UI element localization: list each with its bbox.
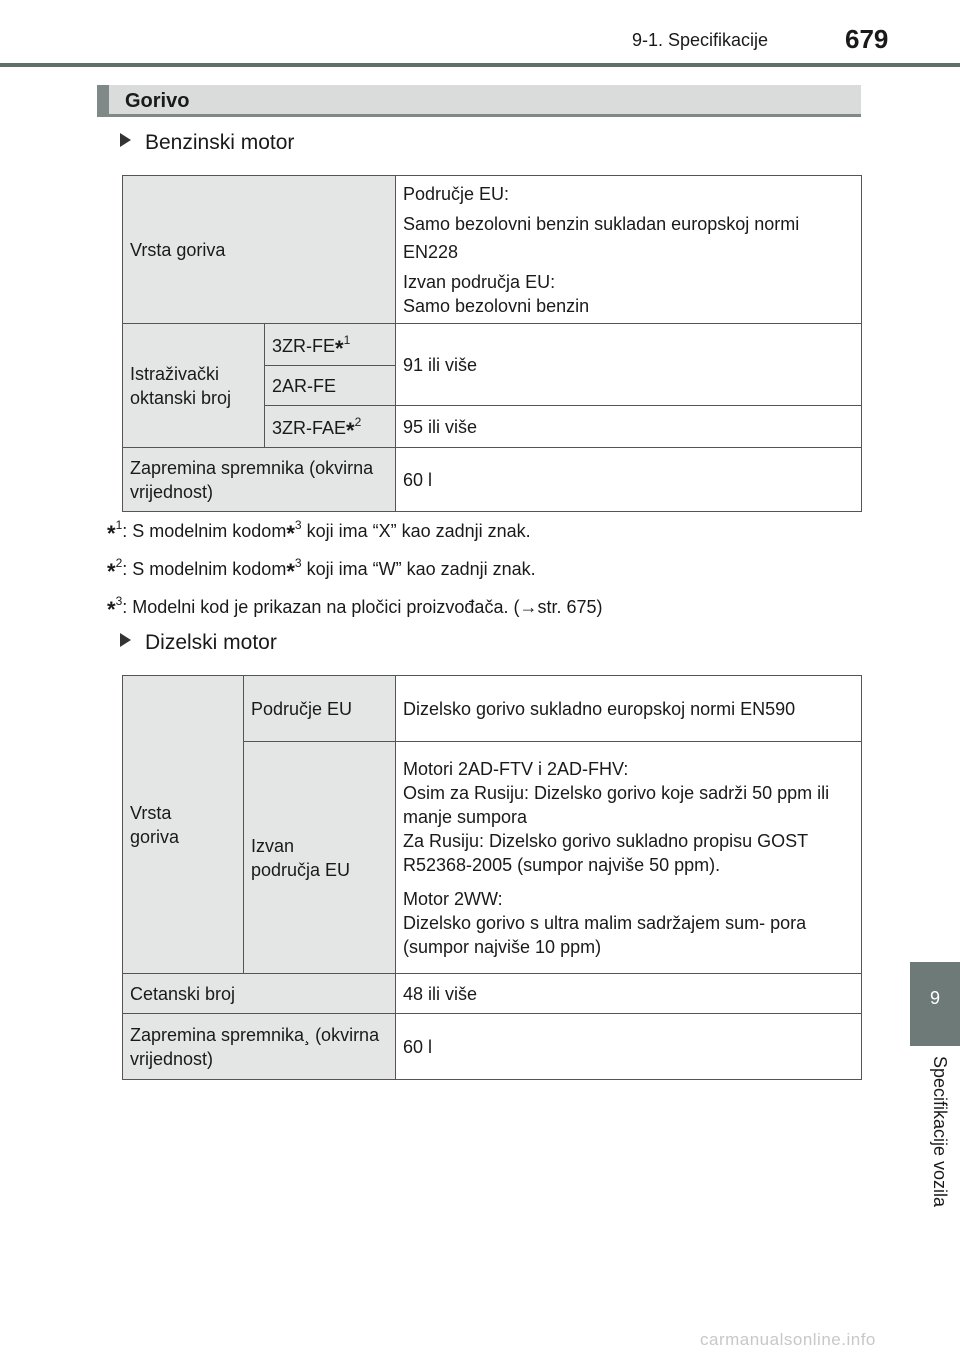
octane-value: 95 ili više bbox=[396, 406, 862, 448]
petrol-heading-text: Benzinski motor bbox=[145, 131, 295, 154]
engine-group-text: Za Rusiju: Dizelsko gorivo sukladno propisu GOST R52368-2005 (sumpor najviše 50 ppm). bbox=[403, 830, 808, 875]
engine-label bbox=[265, 324, 396, 366]
table-row bbox=[123, 176, 862, 324]
table-row bbox=[123, 974, 862, 1014]
arrow-bullet-icon bbox=[120, 633, 131, 647]
footnote-text: : Modelni kod je prikazan na pločici proizvođača. ( bbox=[122, 597, 520, 617]
table-row bbox=[123, 324, 862, 366]
octane-label: Istraživački oktanski broj bbox=[123, 324, 265, 448]
header-divider bbox=[0, 63, 960, 67]
footnote-1 bbox=[107, 518, 531, 547]
footnote-ref: 3 bbox=[294, 518, 302, 532]
eu-label: Područje EU: bbox=[403, 183, 510, 204]
engine-code: 3ZR-FE bbox=[272, 336, 335, 356]
footnote-text: koji ima “W” kao zadnji znak. bbox=[301, 559, 536, 579]
page-number: 679 bbox=[845, 24, 889, 54]
footnote-star: * bbox=[107, 597, 116, 622]
table-row bbox=[123, 676, 862, 742]
cetane-value: 48 ili više bbox=[396, 974, 862, 1014]
engine-label bbox=[265, 406, 396, 448]
engine-label: 2AR-FE bbox=[265, 366, 396, 406]
footnote-number: 1 bbox=[115, 518, 123, 532]
arrow-bullet-icon bbox=[120, 133, 131, 147]
engine-group-title: Motori 2AD-FTV i 2AD-FHV: bbox=[403, 758, 629, 779]
tank-label: Zapremina spremnika (okvirna vrijednost) bbox=[123, 448, 396, 512]
eu-area-value: Dizelsko gorivo sukladno europskoj normi EN590 bbox=[396, 676, 862, 742]
footnote-star: * bbox=[107, 521, 116, 546]
fuel-type-label: Vrsta goriva bbox=[123, 176, 396, 324]
diesel-tank-value: 60 l bbox=[396, 1014, 862, 1080]
watermark: carmanualsonline.info bbox=[700, 1330, 876, 1349]
footnote-number: 2 bbox=[115, 556, 123, 570]
arrow-right-icon: → bbox=[519, 597, 538, 617]
footnote-text: koji ima “X” kao zadnji znak. bbox=[301, 521, 531, 541]
eu-text: Samo bezolovni benzin sukladan europskoj normi EN228 bbox=[403, 213, 800, 262]
tank-value: 60 l bbox=[396, 448, 862, 512]
engine-group-text: Osim za Rusiju: Dizelsko gorivo koje sadrži 50 ppm ili manje sumpora bbox=[403, 782, 830, 827]
footnote-2 bbox=[107, 556, 536, 585]
table-row bbox=[123, 1014, 862, 1080]
non-eu-area-label: Izvan područja EU bbox=[244, 742, 396, 974]
diesel-heading bbox=[120, 631, 277, 655]
cetane-label: Cetanski broj bbox=[123, 974, 396, 1014]
engine-group-title: Motor 2WW: bbox=[403, 888, 503, 909]
footnote-star: * bbox=[335, 336, 344, 361]
diesel-fuel-type-label: Vrsta goriva bbox=[123, 676, 244, 974]
diesel-spec-table bbox=[122, 675, 862, 1080]
footnote-ref: 2 bbox=[354, 415, 362, 429]
octane-value: 91 ili više bbox=[396, 324, 862, 406]
section-bar bbox=[97, 85, 861, 117]
footnote-star: * bbox=[286, 559, 295, 584]
chapter-tab-label: Specifikacije vozila bbox=[930, 1056, 950, 1208]
diesel-tank-label: Zapremina spremnika¸ (okvirna vrijednost) bbox=[123, 1014, 396, 1080]
non-eu-area-value bbox=[396, 742, 862, 974]
footnote-ref: 3 bbox=[294, 556, 302, 570]
engine-code: 3ZR-FAE bbox=[272, 418, 347, 438]
footnote-text: : S modelnim kodom bbox=[122, 559, 287, 579]
section-title: Gorivo bbox=[125, 90, 190, 112]
table-row bbox=[123, 448, 862, 512]
footnote-star: * bbox=[107, 559, 116, 584]
footnote-number: 3 bbox=[115, 594, 123, 608]
diesel-heading-text: Dizelski motor bbox=[145, 631, 277, 654]
non-eu-text: Samo bezolovni benzin bbox=[403, 295, 590, 316]
chapter-header: 9-1. Specifikacije bbox=[632, 30, 769, 50]
fuel-type-value bbox=[396, 176, 862, 324]
spacer bbox=[403, 877, 854, 887]
footnote-star: * bbox=[346, 418, 355, 443]
petrol-heading bbox=[120, 131, 294, 155]
non-eu-label: Izvan područja EU: bbox=[403, 271, 556, 292]
footnote-ref: 1 bbox=[343, 333, 351, 347]
eu-area-label: Područje EU bbox=[244, 676, 396, 742]
footnote-text: : S modelnim kodom bbox=[122, 521, 287, 541]
footnote-text: str. 675) bbox=[537, 597, 603, 617]
footnote-3 bbox=[107, 594, 603, 623]
chapter-tab-number: 9 bbox=[929, 988, 940, 1008]
engine-group-text: Dizelsko gorivo s ultra malim sadržajem sum- pora (sumpor najviše 10 ppm) bbox=[403, 912, 807, 957]
petrol-spec-table bbox=[122, 175, 862, 512]
footnote-star: * bbox=[286, 521, 295, 546]
chapter-tab[interactable] bbox=[910, 962, 960, 1046]
